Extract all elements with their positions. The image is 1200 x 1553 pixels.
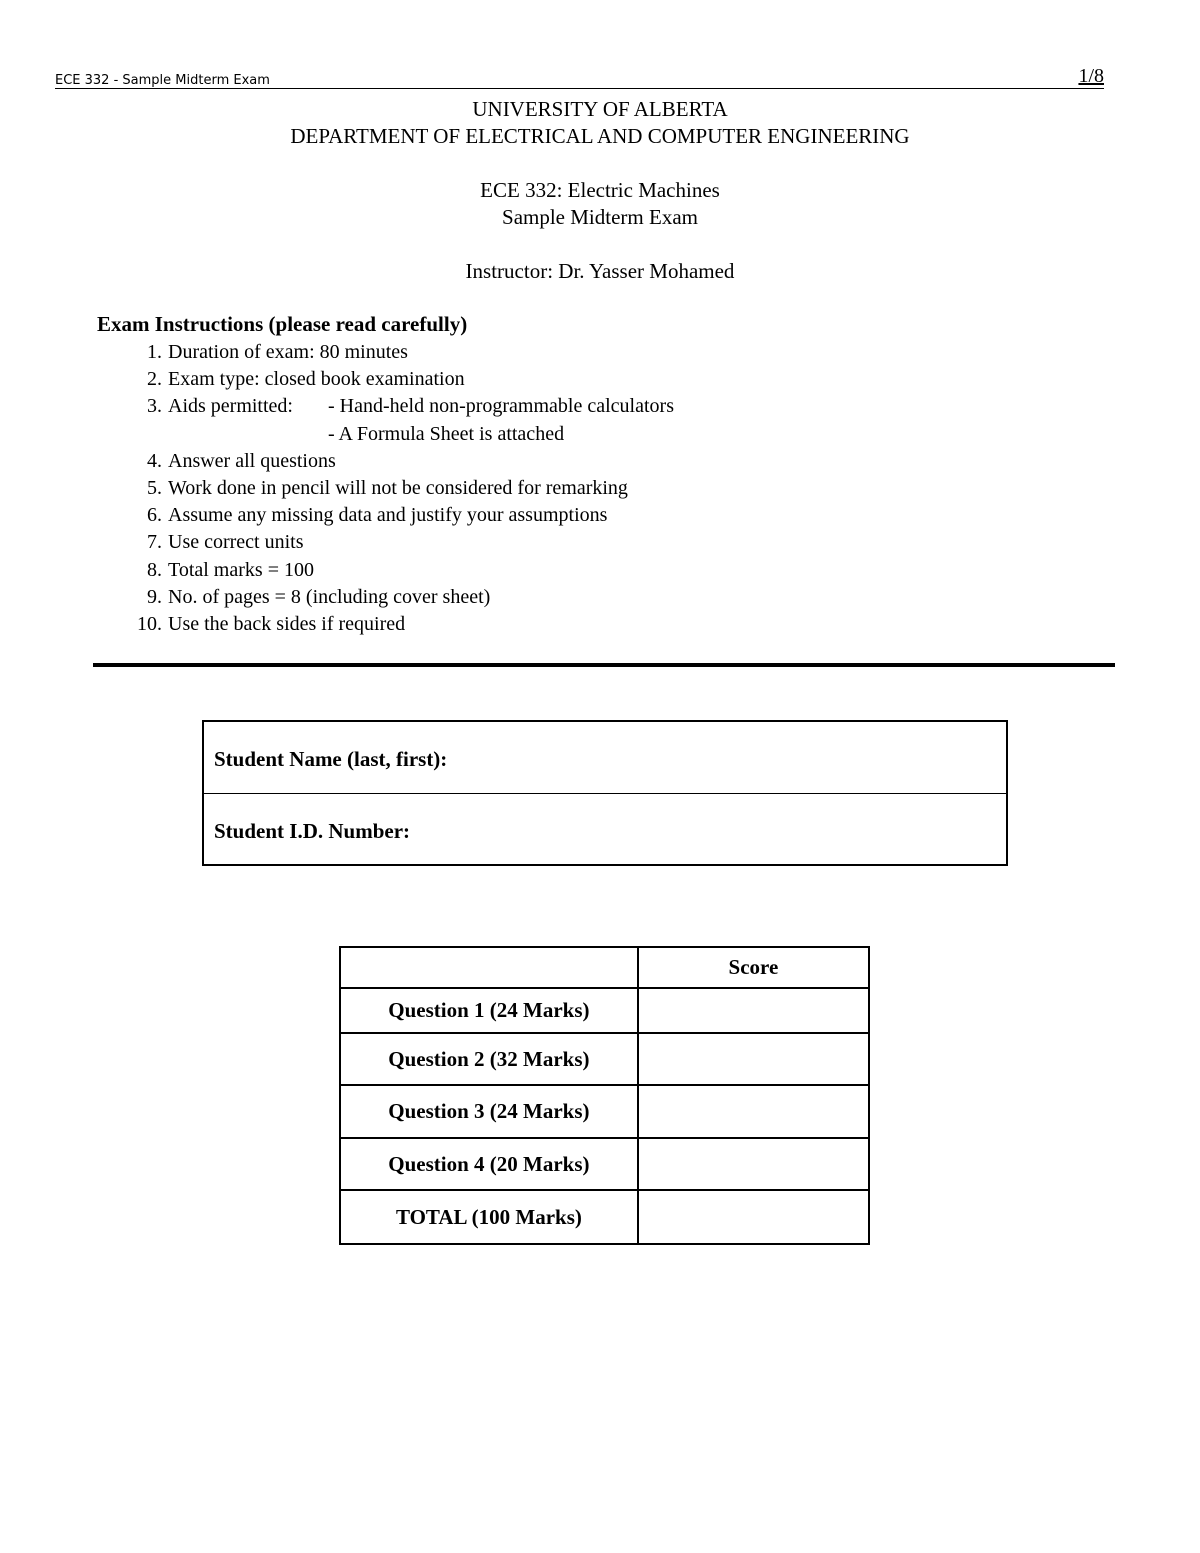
table-row xyxy=(340,1033,869,1085)
score-cell[interactable] xyxy=(638,1085,869,1138)
item-number: 8. xyxy=(147,558,162,581)
student-info-box xyxy=(202,720,1008,866)
instructor-line: Instructor: Dr. Yasser Mohamed xyxy=(465,259,735,283)
course-title: ECE 332: Electric Machines xyxy=(480,178,720,202)
item-text: Work done in pencil will not be considered for remarking xyxy=(168,476,628,499)
score-cell[interactable] xyxy=(638,1138,869,1190)
page-header xyxy=(55,64,1104,89)
item-text: Answer all questions xyxy=(168,449,336,472)
student-id-field[interactable] xyxy=(204,793,1006,865)
question-label: Question 2 (32 Marks) xyxy=(340,1033,638,1085)
item-text: Duration of exam: 80 minutes xyxy=(168,341,408,363)
student-name-field[interactable] xyxy=(204,722,1006,793)
table-header-row xyxy=(340,947,869,988)
item-text: Exam type: closed book examination xyxy=(168,368,465,391)
header-course-label: ECE 332 - Sample Midterm Exam xyxy=(55,73,270,88)
student-id-label: Student I.D. Number: xyxy=(214,819,411,843)
item-text: Total marks = 100 xyxy=(168,558,314,581)
aid-calculators: - Hand-held non-programmable calculators xyxy=(328,395,674,418)
item-number: 7. xyxy=(147,531,162,554)
instructions-heading: Exam Instructions (please read carefully) xyxy=(97,312,468,336)
item-number: 10. xyxy=(137,612,162,635)
score-cell[interactable] xyxy=(638,1033,869,1085)
item-number: 3. xyxy=(147,395,162,418)
exam-title: Sample Midterm Exam xyxy=(502,205,698,229)
total-label: TOTAL (100 Marks) xyxy=(340,1190,638,1244)
item-text: Use correct units xyxy=(168,531,304,554)
table-row xyxy=(340,1190,869,1244)
university-name: UNIVERSITY OF ALBERTA xyxy=(472,97,728,121)
aid-formula-sheet: - A Formula Sheet is attached xyxy=(328,422,565,445)
question-label: Question 4 (20 Marks) xyxy=(340,1138,638,1190)
item-text: Use the back sides if required xyxy=(168,612,406,635)
item-number: 5. xyxy=(147,476,162,499)
table-row xyxy=(340,1138,869,1190)
total-score-cell[interactable] xyxy=(638,1190,869,1244)
score-table xyxy=(339,946,870,1245)
table-row xyxy=(340,1085,869,1138)
item-text: No. of pages = 8 (including cover sheet) xyxy=(168,585,491,608)
student-name-label: Student Name (last, first): xyxy=(214,747,448,771)
item-number: 1. xyxy=(147,341,162,363)
item-number: 6. xyxy=(147,504,162,527)
header-page-number: 1/8 xyxy=(1078,65,1104,87)
item-number: 2. xyxy=(147,368,162,391)
item-number: 9. xyxy=(147,585,162,608)
section-divider xyxy=(93,663,1115,667)
score-cell[interactable] xyxy=(638,988,869,1033)
table-row xyxy=(340,988,869,1033)
table-header-blank xyxy=(340,947,638,988)
question-label: Question 1 (24 Marks) xyxy=(340,988,638,1033)
question-label: Question 3 (24 Marks) xyxy=(340,1085,638,1138)
score-column-header: Score xyxy=(638,947,869,988)
item-text: Assume any missing data and justify your assumptions xyxy=(168,504,608,527)
item-text: Aids permitted: xyxy=(168,395,293,418)
department-name: DEPARTMENT OF ELECTRICAL AND COMPUTER ENGINEERING xyxy=(290,124,910,148)
item-number: 4. xyxy=(147,449,162,472)
